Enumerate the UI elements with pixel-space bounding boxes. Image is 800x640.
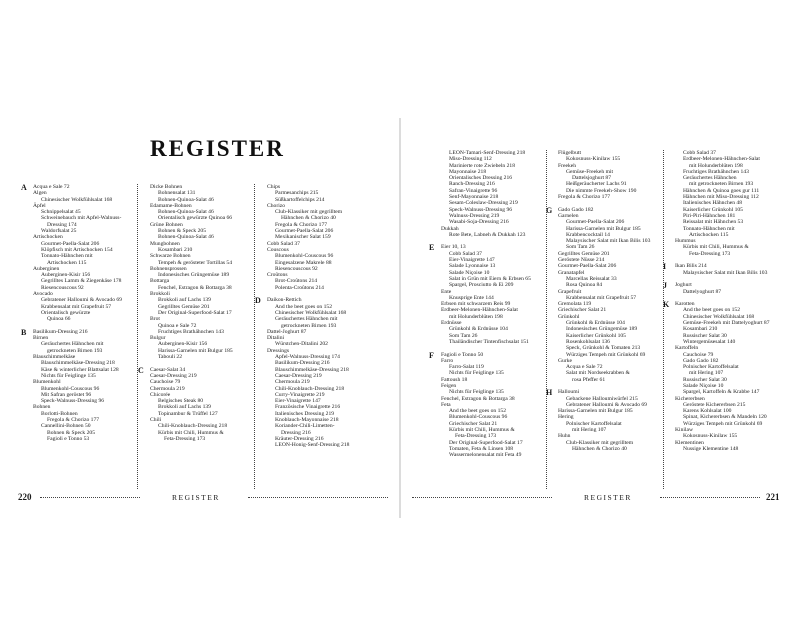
index-entry-text: mit Hering 107 (572, 427, 607, 434)
index-entry-text: Geröstete Nüsse 214 (558, 257, 605, 264)
index-entry-text: Basilikum-Dressing 216 (33, 328, 88, 335)
index-entry-text: Harissa-Garnelen mit Bulgur 185 (566, 225, 641, 232)
index-entry-text: Auberginen-Kisir 156 (41, 272, 91, 279)
index-entry-text: Feigen (441, 382, 457, 389)
index-entry-text: Russischer Salat 30 (683, 332, 727, 339)
index-entry-text: Acqua e Sale 72 (566, 364, 603, 371)
index-entry-text: Croûtons (267, 272, 288, 279)
index-entry-text: Speck-Walnuss-Dressing 96 (449, 206, 513, 213)
index-entry-text: Ranch-Dressing 216 (449, 181, 495, 188)
index-entry-text: Kosambari 210 (683, 326, 718, 333)
index-entry-text: Artischocken 115 (47, 259, 87, 266)
index-entry-text: Tonnato-Hähnchen mit (683, 225, 735, 232)
index-entry-text: Wintergemüsesalat 140 (683, 338, 736, 345)
index-entry-text: Gourmet-Paella-Salat 206 (275, 228, 334, 235)
index-entry-text: Gado Gado 182 (683, 357, 719, 364)
index-entry-text: Kürbis mit Chili, Hummus & (158, 429, 224, 436)
index-entry-text: Waldorfsalat 25 (41, 228, 77, 235)
index-entry-text: Bottarga (150, 278, 170, 285)
index-entry-text: Rosenkohlsalat 136 (566, 338, 610, 345)
index-entry-text: Chinesischer Wolkfühlsalat 168 (41, 196, 113, 203)
index-entry-text: Kaiserlicher Grünkohl 105 (566, 332, 626, 339)
index-entry-text: Auberginen (33, 265, 60, 272)
index-entry-text: Brokkoli (150, 291, 170, 298)
index-entry-text: Harissa-Garnelen mit Bulgur 185 (158, 347, 233, 354)
index-entry-text: Farro (441, 357, 454, 364)
index-entry-text: Club-Klassiker mit gegrilltem (566, 439, 634, 446)
index-entry-text: Malaysischer Salat mit Ikan Bilis 103 (683, 269, 768, 276)
index-entry-text: Salade Lyonnaise 13 (449, 263, 496, 270)
index-entry-text: Kaiserlicher Grünkohl 105 (683, 206, 743, 213)
index-entry-text: Fregola & Chorizo 177 (47, 416, 100, 423)
index-entry-text: Erbsen mit schwarzem Reis 99 (441, 301, 511, 308)
column-divider (254, 184, 255, 489)
index-entry-text: Spargel, Prosciutto & Ei 209 (449, 282, 514, 289)
index-entry-text: Gremolata 119 (558, 301, 592, 308)
index-entry-text: Schnippelsalat 45 (41, 209, 81, 216)
index-entry-text: Som Tam 26 (566, 244, 595, 251)
index-entry-text: Freekeh (558, 162, 577, 169)
index-entry-text: Safran-Vinaigrette 96 (449, 187, 498, 194)
index-entry-text: Eier-Vinaigrette 147 (449, 257, 495, 264)
section-letter: F (429, 350, 434, 360)
index-entry-text: Der Original-Superfood-Salat 17 (158, 309, 232, 316)
index-entry-text: Spargel, Kartoffeln & Krabbe 147 (683, 389, 760, 396)
index-entry-text: Chermoula 219 (275, 379, 310, 386)
index-entry-text: Orientalisches Dressing 216 (449, 175, 513, 182)
index-entry-text: Ditalini (267, 335, 285, 342)
section-letter: C (138, 365, 144, 375)
index-entry-text: Marcellas Reissalat 33 (566, 275, 617, 282)
index-entry-text: Rosa Quinoa 84 (566, 282, 603, 289)
index-entry-text: Nussige Klementine 148 (683, 445, 739, 452)
section-letter: H (546, 388, 553, 398)
index-entry-text: Der Original-Superfood-Salat 17 (449, 439, 523, 446)
index-entry-text: Grünkohl & Erdnüsse 104 (566, 320, 625, 327)
column-divider (546, 150, 547, 489)
index-entry-text: LEON-Tamari-Senf-Dressing 218 (449, 150, 526, 156)
index-column-6 (663, 150, 791, 452)
index-entry-text: Som Tam 26 (449, 332, 478, 339)
index-entry-text: Salat mit Nordseekrabben & (566, 370, 630, 377)
index-entry-text: Feta-Dressing 173 (164, 435, 206, 442)
index-entry-text: Gourmet-Paella-Salat 206 (558, 263, 617, 270)
index-entry-text: Gegrilltes Lamm & Ziegenkäse 178 (41, 278, 122, 285)
index-entry-text: mit Holunderblüten 198 (449, 313, 503, 320)
index-entry-text: Chinesischer Wolkfühlsalat 168 (275, 309, 347, 316)
index-entry-text: And the beet goes on 152 (449, 408, 507, 415)
index-entry-text: Dicke Bohnen (150, 184, 183, 190)
index-entry-text: Salade Niçoise 10 (683, 382, 724, 389)
index-entry-text: Französische Vinaigrette 216 (275, 404, 341, 411)
index-entry-text: Chips (267, 184, 281, 190)
index-entry-text: Bohnen (33, 404, 51, 411)
index-entry-text: Geräuchertes Hähnchen mit (275, 316, 338, 323)
index-entry-text: Brot (150, 316, 160, 323)
index-entry-text: Quinoa e Sale 72 (158, 322, 197, 329)
index-entry-text: Brokkoli auf Lachs 139 (158, 404, 211, 411)
index-entry-text: rosa Pfeffer 61 (572, 376, 606, 383)
index-entry-text: Caesar-Salat 34 (150, 366, 186, 373)
index-entry-text: Fruchtiges Brathähnchen 143 (158, 328, 224, 335)
index-entry-text: Klöpfisch mit Artischocken 154 (41, 246, 113, 253)
index-entry-text: Süßkartoffelchips 214 (275, 196, 325, 203)
index-entry-text: Bohnen-Quinoa-Salat 46 (158, 234, 214, 241)
section-letter: B (21, 327, 27, 337)
index-entry-text: mit Hering 107 (689, 370, 724, 377)
index-entry-text: Heißgeräucherter Lachs 91 (566, 181, 627, 188)
index-entry-text: Italienisches Dressing 219 (275, 410, 335, 417)
index-entry-text: Fruchtiges Brathähnchen 143 (683, 168, 749, 175)
index-entry-text: Tempeh & gerösteter Tortillas 54 (158, 259, 232, 266)
page-number-right: 221 (766, 492, 780, 502)
index-entry-text: Birnen (33, 335, 49, 342)
index-entry-text: Speck, Grünkohl & Tomaten 213 (566, 345, 641, 352)
index-entry-text: Artischocken 115 (689, 231, 729, 238)
index-entry-text: Daikon-Rettich (267, 297, 302, 304)
index-entry-text: Eier-Vinaigrette 147 (275, 398, 321, 405)
index-entry-text: getrockneten Birnen 193 (281, 322, 337, 329)
index-entry-text: Bohnensprossen (150, 265, 187, 272)
index-entry-text: Auberginen-Kisir 156 (158, 341, 208, 348)
index-entry-text: Würstchen-Ditalini 202 (275, 341, 328, 348)
index-entry-text: And the beet goes on 152 (275, 303, 333, 310)
index-entry-text: Chermoula 219 (150, 385, 185, 392)
index-entry-text: Gado Gado 182 (558, 206, 594, 213)
index-entry-text: Ikan Bilis 214 (675, 263, 707, 270)
index-entry-text: Chorizo (267, 202, 286, 209)
index-entry-text: Gourmet-Paella-Salat 206 (41, 240, 100, 247)
index-entry (441, 452, 557, 458)
index-entry-text: Dattelyoghurt 87 (683, 288, 722, 295)
section-letter: E (429, 243, 435, 253)
index-entry-text: Feta-Dressing 173 (455, 433, 497, 440)
index-entry-text: Mexikanischer Salat 159 (275, 234, 331, 241)
index-entry-text: Joghurt (675, 282, 692, 289)
footer-label-right: REGISTER (584, 493, 632, 502)
index-entry-text: Polenta-Croûtons 214 (275, 284, 324, 291)
index-entry-text: Bohnensalat 131 (158, 190, 196, 197)
index-entry-text: Topinambur & Trüffel 127 (158, 410, 218, 417)
index-entry-text: Dressings (267, 347, 290, 354)
index-entry-text: Cobb Salad 37 (449, 250, 482, 257)
index-entry-text: Halloumi (558, 389, 580, 396)
index-entry-text: Belgisches Steak 80 (158, 398, 204, 405)
section-letter: J (663, 281, 667, 291)
index-entry-text: Gebackene Halloumiwürfel 215 (566, 395, 638, 402)
index-entry-text: Nichts für Feiglinge 135 (41, 372, 96, 379)
index-entry-text: mit Holunderblüten 198 (689, 162, 743, 169)
index-entry-text: Spinat, Kichererbsen & Mandeln 120 (683, 414, 767, 421)
index-entry-text: Brot-Croûtons 214 (275, 278, 318, 285)
index-entry-text: Hummus (675, 238, 696, 245)
index-entry-text: Kräuter-Dressing 216 (275, 435, 324, 442)
index-entry-text: Grüne Bohnen (150, 221, 183, 228)
index-column-4 (429, 150, 557, 459)
index-entry-text: Cobb Salad 37 (267, 240, 300, 247)
index-entry-text: Quinoa 66 (47, 316, 71, 323)
index-entry-text: Riesencouscous 92 (275, 265, 318, 272)
index-entry-text: Flügelbutt (558, 150, 581, 156)
index-entry-text: Fagioli e Tonno 53 (47, 435, 90, 442)
index-entry-text: Fenchel, Estragon & Bottarga 38 (158, 284, 232, 291)
index-entry-text: Knusprige Ente 144 (449, 294, 494, 301)
index-entry-text: Nichts für Feiglinge 135 (449, 389, 504, 396)
index-entry-text: Thailändischer Tintenfischsalat 151 (449, 338, 529, 345)
section-letter: D (255, 296, 261, 306)
index-entry-text: Blauschimmelkäse-Dressing 218 (275, 366, 349, 373)
index-entry-text: Avocado (33, 291, 53, 298)
index-entry-text: Dattel-Joghurt 87 (267, 328, 307, 335)
index-entry-text: Blumenkohl (33, 379, 61, 386)
index-entry (33, 436, 149, 442)
index-entry-text: Sesam-Coleslaw-Dressing 219 (449, 200, 518, 207)
index-entry-text: Bohnen-Quinoa-Salat 46 (158, 209, 214, 216)
index-entry-text: Dukkah (441, 225, 459, 232)
index-entry-text: Chili-Knoblauch-Dressing 218 (158, 423, 228, 430)
index-entry-text: Piri-Piri-Hähnchen 181 (683, 212, 736, 219)
index-entry-text: Bulgur (150, 335, 166, 342)
index-entry-text: Erdbeer-Melonen-Hähnchen-Salat (441, 307, 518, 314)
index-entry-text: Dressing 216 (281, 429, 311, 436)
index-entry-text: Krabbensalat mit Grapefruit 57 (566, 294, 637, 301)
index-entry-text: Feta (441, 401, 451, 408)
index-entry-text: Wassermelonensalat mit Feta 49 (449, 452, 522, 459)
index-entry-text: Caesar-Dressing 219 (150, 372, 197, 379)
column-divider (663, 150, 667, 489)
index-entry-text: Algen (33, 190, 47, 197)
index-entry-text: Chinesischer Wolkfühlsalat 168 (683, 313, 755, 320)
index-entry-text: Cauchoise 79 (150, 379, 181, 386)
index-entry-text: Karotten (675, 301, 695, 308)
index-entry-text: Bohnen-Quinoa-Salat 46 (158, 196, 214, 203)
index-entry-text: Hähnchen & Chorizo 40 (572, 445, 627, 452)
index-column-1 (21, 183, 149, 442)
footer-rule (660, 497, 760, 498)
index-entry-text: Kichererbsen (675, 395, 705, 402)
index-entry-text: Blumenkohl-Couscous 96 (449, 414, 508, 421)
index-entry-text: Reissalat mit Hähnchen 53 (683, 219, 744, 226)
footer-rule (40, 497, 140, 498)
index-entry-text: Blauschimmelkäse-Dressing 218 (41, 360, 115, 367)
index-entry-text: Gebratener Halloumi & Avocado 69 (41, 297, 122, 304)
index-entry-text: Borlotti-Bohnen (41, 410, 78, 417)
index-entry-text: Gegrilltes Gemüse 201 (158, 303, 210, 310)
index-entry-text: Huhn (558, 433, 571, 440)
section-letter: A (21, 183, 27, 192)
index-entry-text: Polnischer Kartoffelsalat (683, 364, 739, 371)
index-entry-text: Äpfel (33, 202, 46, 209)
index-entry-text: Fregola & Chorizo 177 (275, 221, 328, 228)
index-entry-text: Chicorée (150, 391, 171, 398)
index-entry-text: Blumenkohl-Couscous 96 (41, 385, 100, 392)
footer-rule (412, 497, 552, 498)
index-entry-text: Tomaten, Feta & Linsen 108 (449, 445, 514, 452)
footer-rule (248, 497, 388, 498)
index-entry-text: Krabbensalat mit Grapefruit 57 (41, 303, 112, 310)
index-entry-text: Orientalisch gewürzte Quinoa 66 (158, 215, 233, 222)
index-column-2 (138, 184, 266, 442)
index-entry-text: Granatapfel (558, 269, 585, 276)
index-entry-text: Griechischer Salat 21 (449, 420, 498, 427)
index-entry-text: Parmesanchips 215 (275, 190, 319, 197)
index-entry-text: mit getrockneten Birnen 193 (689, 181, 754, 188)
index-entry-text: Fenchel, Estragon & Bottarga 38 (441, 395, 515, 402)
index-entry-text: Gourmet-Paella-Salat 206 (566, 219, 625, 226)
index-entry-text: Indonesisches Grüngemüse 189 (566, 326, 638, 333)
section-letter: I (663, 262, 667, 272)
index-entry (150, 436, 266, 442)
index-column-3 (255, 184, 383, 449)
index-entry-text: Kosambari 210 (158, 246, 193, 253)
index-entry-text: Walnuss-Dressing 219 (449, 212, 500, 219)
index-entry-text: Fattoush 18 (441, 376, 468, 383)
index-entry-text: Indonesisches Grüngemüse 189 (158, 272, 230, 279)
index-entry-text: Dressing 174 (47, 221, 77, 228)
index-entry-text: Cauchoise 79 (683, 351, 714, 358)
index-entry-text: Marinierte rote Zwiebeln 218 (449, 162, 516, 169)
index-entry-text: Cobb Salad 37 (683, 150, 716, 156)
page-number-left: 220 (18, 492, 32, 502)
index-entry-text: Kinilaw (675, 427, 694, 434)
index-entry-text: Acqua e Sale 72 (33, 184, 70, 190)
index-entry-text: Nichts für Feiglinge 135 (449, 370, 504, 377)
index-entry-text: Basilikum-Dressing 216 (275, 360, 330, 367)
index-entry-text: Knoblauch-Mayonnaise 218 (275, 416, 339, 423)
index-entry-text: Miso-Dressing 112 (449, 156, 492, 163)
index-entry-text: Chili-Knoblauch-Dressing 218 (275, 385, 345, 392)
index-entry-text: Malaysischer Salat mit Ikan Bilis 103 (566, 238, 651, 245)
index-entry-text: Gegrilltes Gemüse 201 (558, 250, 610, 257)
index-entry-text: Fagioli e Tonno 50 (441, 351, 484, 358)
index-entry-text: Geräuchertes Hähnchen (683, 175, 737, 182)
index-entry-text: Apfel-Walnuss-Dressing 174 (275, 354, 340, 361)
index-entry-text: Ente (441, 288, 452, 295)
footer-label-left: REGISTER (172, 493, 220, 502)
index-entry-text: Gemüse-Freekeh mit (566, 168, 614, 175)
index-entry-text: Kokosnuss-Kinilaw 155 (683, 433, 738, 440)
index-entry-text: Rote Bete, Labneh & Dukkah 123 (449, 231, 526, 238)
index-entry-text: Eingesalzene Makrele 88 (275, 259, 332, 266)
index-entry-text: Dattelsjoghurt 87 (572, 175, 611, 182)
column-divider (137, 184, 138, 489)
index-entry-text: Mungbohnen (150, 240, 180, 247)
section-letter: K (663, 300, 670, 310)
index-entry-text: Blumenkohl-Couscous 96 (275, 253, 334, 260)
index-entry-text: Garnelen (558, 212, 579, 219)
index-entry-text: Grünkohl (558, 313, 580, 320)
index-entry-text: Gurke (558, 357, 572, 364)
index-entry-text: Wasabi-Soja-Dressing 216 (449, 219, 509, 226)
index-entry-text: Geräuchertes Hähnchen mit (41, 341, 104, 348)
index-entry-text: Edamame-Bohnen (150, 202, 192, 209)
index-entry-text: Würziges Tempeh mit Grünkohl 69 (566, 351, 646, 358)
index-entry-text: And the beet goes on 152 (683, 307, 741, 314)
index-entry-text: Russischer Salat 30 (683, 376, 727, 383)
index-entry (558, 446, 674, 452)
index-entry-text: Fregola & Chorizo 177 (558, 194, 611, 201)
index-entry-text: Caesar-Dressing 219 (275, 372, 322, 379)
index-entry-text: Mit Safran geröstet 96 (41, 391, 92, 398)
index-entry (675, 446, 791, 452)
index-entry-text: Grünkohl & Erdnüsse 104 (449, 326, 508, 333)
index-entry-text: Club-Klassiker mit gegrilltem (275, 209, 343, 216)
index-entry-text: Farro-Salat 119 (449, 364, 484, 371)
index-entry-text: Cannellini-Bohnen 50 (41, 423, 91, 430)
index-entry-text: Käse & winterlicher Blattsalat 128 (41, 366, 119, 373)
index-entry-text: Riesencouscous 92 (41, 284, 84, 291)
index-entry-text: Hering (558, 414, 574, 421)
index-entry-text: Tabouli 22 (158, 354, 182, 361)
index-column-5 (546, 150, 674, 452)
index-entry-text: Bohnen & Speck 205 (47, 429, 96, 436)
index-entry-text: Orientalisch gewürzte (41, 309, 91, 316)
index-entry-text: Artischocken (33, 234, 63, 241)
index-entry (267, 442, 383, 448)
index-entry-text: Kürbis mit Chili, Hummus & (683, 244, 749, 251)
index-entry-text: Schwarze Bohnen (150, 253, 191, 260)
index-entry-text: Eier 10, 13 (441, 244, 466, 251)
index-entry-text: Klementinen (675, 439, 704, 446)
index-entry-text: Couscous (267, 246, 289, 253)
index-entry-text: Koriander-Chili-Limetten- (275, 423, 335, 430)
index-entry-text: Bohnen & Speck 205 (158, 228, 207, 235)
index-entry-text: Kartoffeln (675, 345, 699, 352)
index-entry-text: Senf-Mayonnaise 218 (449, 194, 499, 201)
index-entry-text: getrockneten Birnen 193 (47, 347, 103, 354)
index-entry-text: Hähnchen & Quinoa goes gur 111 (683, 187, 760, 194)
index-entry-text: Polnischer Kartoffelsalat (566, 420, 622, 427)
index-entry-text: Hähnchen mit Miso-Dressing 112 (683, 194, 759, 201)
index-entry-text: Mayonnaise 218 (449, 168, 487, 175)
index-entry-text: Grapefruit (558, 288, 582, 295)
index-entry-text: Curry-Vinaigrette 219 (275, 391, 325, 398)
index-entry-text: Kürbis mit Chili, Hummus & (449, 427, 515, 434)
index-entry-text: Krabbencocktail 14 (566, 231, 610, 238)
index-entry-text: Blauschimmelkäse (33, 354, 76, 361)
index-entry-text: Gebratener Halloumi & Avocado 69 (566, 401, 647, 408)
section-letter: G (546, 205, 553, 215)
index-entry-text: Kokosnuss-Kinilaw 155 (566, 156, 621, 163)
index-entry-text: Erdnüsse (441, 320, 462, 327)
index-entry-text: LEON-Honig-Senf-Dressing 218 (275, 442, 350, 449)
index-entry-text: Tonnato-Hähnchen mit (41, 253, 93, 260)
index-entry-text: Salade Niçoise 10 (449, 269, 490, 276)
index-entry-text: Gemüse-Freekeh mit Dattelyoghurt 87 (683, 320, 770, 327)
index-entry-text: Geröstete Kichererbsen 215 (683, 401, 746, 408)
index-entry-text: Italienisches Hähnchen 48 (683, 200, 743, 207)
index-entry-text: Feta-Dressing 173 (689, 250, 731, 257)
index-entry-text: Chili (150, 416, 162, 423)
index-entry-text: Griechischer Salat 21 (558, 307, 607, 314)
index-entry-text: Harissa-Garnelen mit Bulgur 185 (558, 408, 633, 415)
index-entry-text: Speck-Walnuss-Dressing 96 (41, 398, 105, 405)
index-entry-text: Erdbeer-Melonen-Hähnchen-Salat (683, 156, 760, 163)
page-title: REGISTER (150, 136, 285, 161)
index-entry-text: Schweinebauch mit Apfel-Walnuss- (41, 215, 122, 222)
index-entry-text: Hähnchen & Chorizo 40 (281, 215, 336, 222)
index-entry-text: Die nimmte Freekeh-Show 190 (566, 187, 637, 194)
index-entry-text: Brokkoli auf Lachs 139 (158, 297, 211, 304)
index-entry-text: Karens Kohlsalat 100 (683, 408, 732, 415)
index-entry-text: Salat in Grün mit Eiern & Erbsen 65 (449, 275, 531, 282)
book-gutter (399, 118, 401, 518)
index-entry-text: Würziges Tempeh mit Grünkohl 69 (683, 420, 763, 427)
